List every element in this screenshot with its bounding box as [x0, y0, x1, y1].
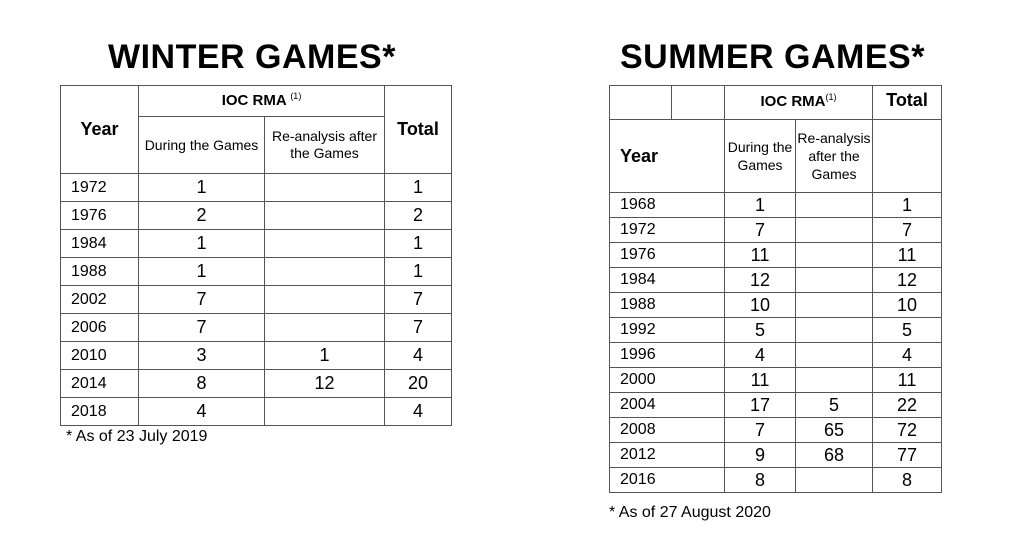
during-cell: 7	[725, 418, 796, 443]
year-cell: 1976	[61, 202, 139, 230]
table-row	[610, 318, 942, 343]
table-row	[610, 418, 942, 443]
reanalysis-cell	[796, 368, 873, 393]
reanalysis-cell	[796, 318, 873, 343]
total-cell: 1	[385, 174, 452, 202]
summer-header-during: During the Games	[725, 120, 796, 193]
winter-header-total: Total	[385, 86, 452, 174]
table-row	[610, 268, 942, 293]
total-cell: 20	[385, 370, 452, 398]
reanalysis-cell: 65	[796, 418, 873, 443]
year-cell: 2012	[610, 443, 725, 468]
total-cell: 1	[873, 193, 942, 218]
reanalysis-cell	[265, 174, 385, 202]
summer-games-title: SUMMER GAMES*	[620, 38, 925, 76]
total-cell: 4	[873, 343, 942, 368]
total-cell: 7	[385, 286, 452, 314]
during-cell: 11	[725, 368, 796, 393]
table-row	[61, 398, 452, 426]
year-cell: 1988	[61, 258, 139, 286]
year-cell: 2006	[61, 314, 139, 342]
winter-header-reanalysis: Re-analysis after the Games	[265, 117, 385, 174]
during-cell: 11	[725, 243, 796, 268]
reanalysis-cell: 5	[796, 393, 873, 418]
during-cell: 1	[139, 230, 265, 258]
during-cell: 7	[139, 286, 265, 314]
total-cell: 5	[873, 318, 942, 343]
during-cell: 7	[725, 218, 796, 243]
total-cell: 4	[385, 342, 452, 370]
during-cell: 10	[725, 293, 796, 318]
reanalysis-cell	[265, 258, 385, 286]
total-cell: 10	[873, 293, 942, 318]
during-cell: 4	[139, 398, 265, 426]
table-row	[61, 174, 452, 202]
year-cell: 1972	[610, 218, 725, 243]
table-row	[61, 370, 452, 398]
table-row	[610, 343, 942, 368]
table-row	[61, 342, 452, 370]
year-cell: 2000	[610, 368, 725, 393]
during-cell: 8	[139, 370, 265, 398]
year-cell: 2010	[61, 342, 139, 370]
total-cell: 7	[385, 314, 452, 342]
reanalysis-cell	[796, 468, 873, 493]
reanalysis-cell	[265, 286, 385, 314]
year-cell: 2008	[610, 418, 725, 443]
during-cell: 17	[725, 393, 796, 418]
year-cell: 1984	[610, 268, 725, 293]
summer-header-year: Year	[610, 120, 725, 193]
summer-games-table	[609, 85, 942, 493]
year-cell: 1988	[610, 293, 725, 318]
year-cell: 2002	[61, 286, 139, 314]
total-cell: 1	[385, 230, 452, 258]
reanalysis-cell	[796, 243, 873, 268]
during-cell: 7	[139, 314, 265, 342]
summer-table-body	[610, 193, 942, 493]
reanalysis-cell	[265, 398, 385, 426]
during-cell: 4	[725, 343, 796, 368]
table-row	[610, 393, 942, 418]
winter-games-table	[60, 85, 452, 426]
total-cell: 7	[873, 218, 942, 243]
year-cell: 1996	[610, 343, 725, 368]
total-cell: 12	[873, 268, 942, 293]
table-row	[610, 218, 942, 243]
total-cell: 2	[385, 202, 452, 230]
summer-header-blank-2	[672, 86, 725, 120]
winter-header-ioc-rma-ref: (1)	[290, 91, 302, 101]
year-cell: 1968	[610, 193, 725, 218]
year-cell: 1972	[61, 174, 139, 202]
year-cell: 2016	[610, 468, 725, 493]
winter-header-ioc-rma: IOC RMA $^{(1)}$	[139, 86, 385, 117]
table-row	[610, 368, 942, 393]
reanalysis-cell	[265, 230, 385, 258]
year-cell: 2014	[61, 370, 139, 398]
winter-header-during: During the Games	[139, 117, 265, 174]
total-cell: 77	[873, 443, 942, 468]
summer-header-empty	[873, 120, 942, 193]
winter-table-body	[61, 174, 452, 426]
summer-header-blank-1	[610, 86, 672, 120]
table-row	[61, 314, 452, 342]
total-cell: 4	[385, 398, 452, 426]
during-cell: 1	[725, 193, 796, 218]
table-row	[61, 258, 452, 286]
during-cell: 8	[725, 468, 796, 493]
total-cell: 11	[873, 368, 942, 393]
summer-header-total: Total	[873, 86, 942, 120]
total-cell: 72	[873, 418, 942, 443]
total-cell: 11	[873, 243, 942, 268]
table-row	[61, 202, 452, 230]
table-row	[610, 293, 942, 318]
table-row	[610, 468, 942, 493]
during-cell: 1	[139, 174, 265, 202]
winter-footnote: * As of 23 July 2019	[66, 428, 208, 445]
summer-header-ioc-rma-ref: (1)	[825, 92, 837, 102]
total-cell: 22	[873, 393, 942, 418]
year-cell: 1976	[610, 243, 725, 268]
total-cell: 8	[873, 468, 942, 493]
reanalysis-cell	[796, 193, 873, 218]
reanalysis-cell	[796, 218, 873, 243]
year-cell: 1992	[610, 318, 725, 343]
table-row	[610, 243, 942, 268]
during-cell: 1	[139, 258, 265, 286]
during-cell: 9	[725, 443, 796, 468]
summer-header-reanalysis: Re-analysis after the Games	[796, 120, 873, 193]
during-cell: 3	[139, 342, 265, 370]
summer-header-ioc-rma: IOC RMA$^{(1)}$	[725, 86, 873, 120]
reanalysis-cell	[796, 268, 873, 293]
reanalysis-cell: 1	[265, 342, 385, 370]
during-cell: 12	[725, 268, 796, 293]
year-cell: 2004	[610, 393, 725, 418]
table-row	[61, 286, 452, 314]
total-cell: 1	[385, 258, 452, 286]
year-cell: 1984	[61, 230, 139, 258]
during-cell: 5	[725, 318, 796, 343]
during-cell: 2	[139, 202, 265, 230]
reanalysis-cell	[796, 343, 873, 368]
table-row	[61, 230, 452, 258]
summer-footnote: * As of 27 August 2020	[609, 504, 771, 521]
reanalysis-cell: 12	[265, 370, 385, 398]
reanalysis-cell	[265, 314, 385, 342]
table-row	[610, 193, 942, 218]
reanalysis-cell: 68	[796, 443, 873, 468]
year-cell: 2018	[61, 398, 139, 426]
reanalysis-cell	[796, 293, 873, 318]
table-row	[610, 443, 942, 468]
winter-games-title: WINTER GAMES*	[108, 38, 396, 76]
winter-header-year: Year	[61, 86, 139, 174]
reanalysis-cell	[265, 202, 385, 230]
